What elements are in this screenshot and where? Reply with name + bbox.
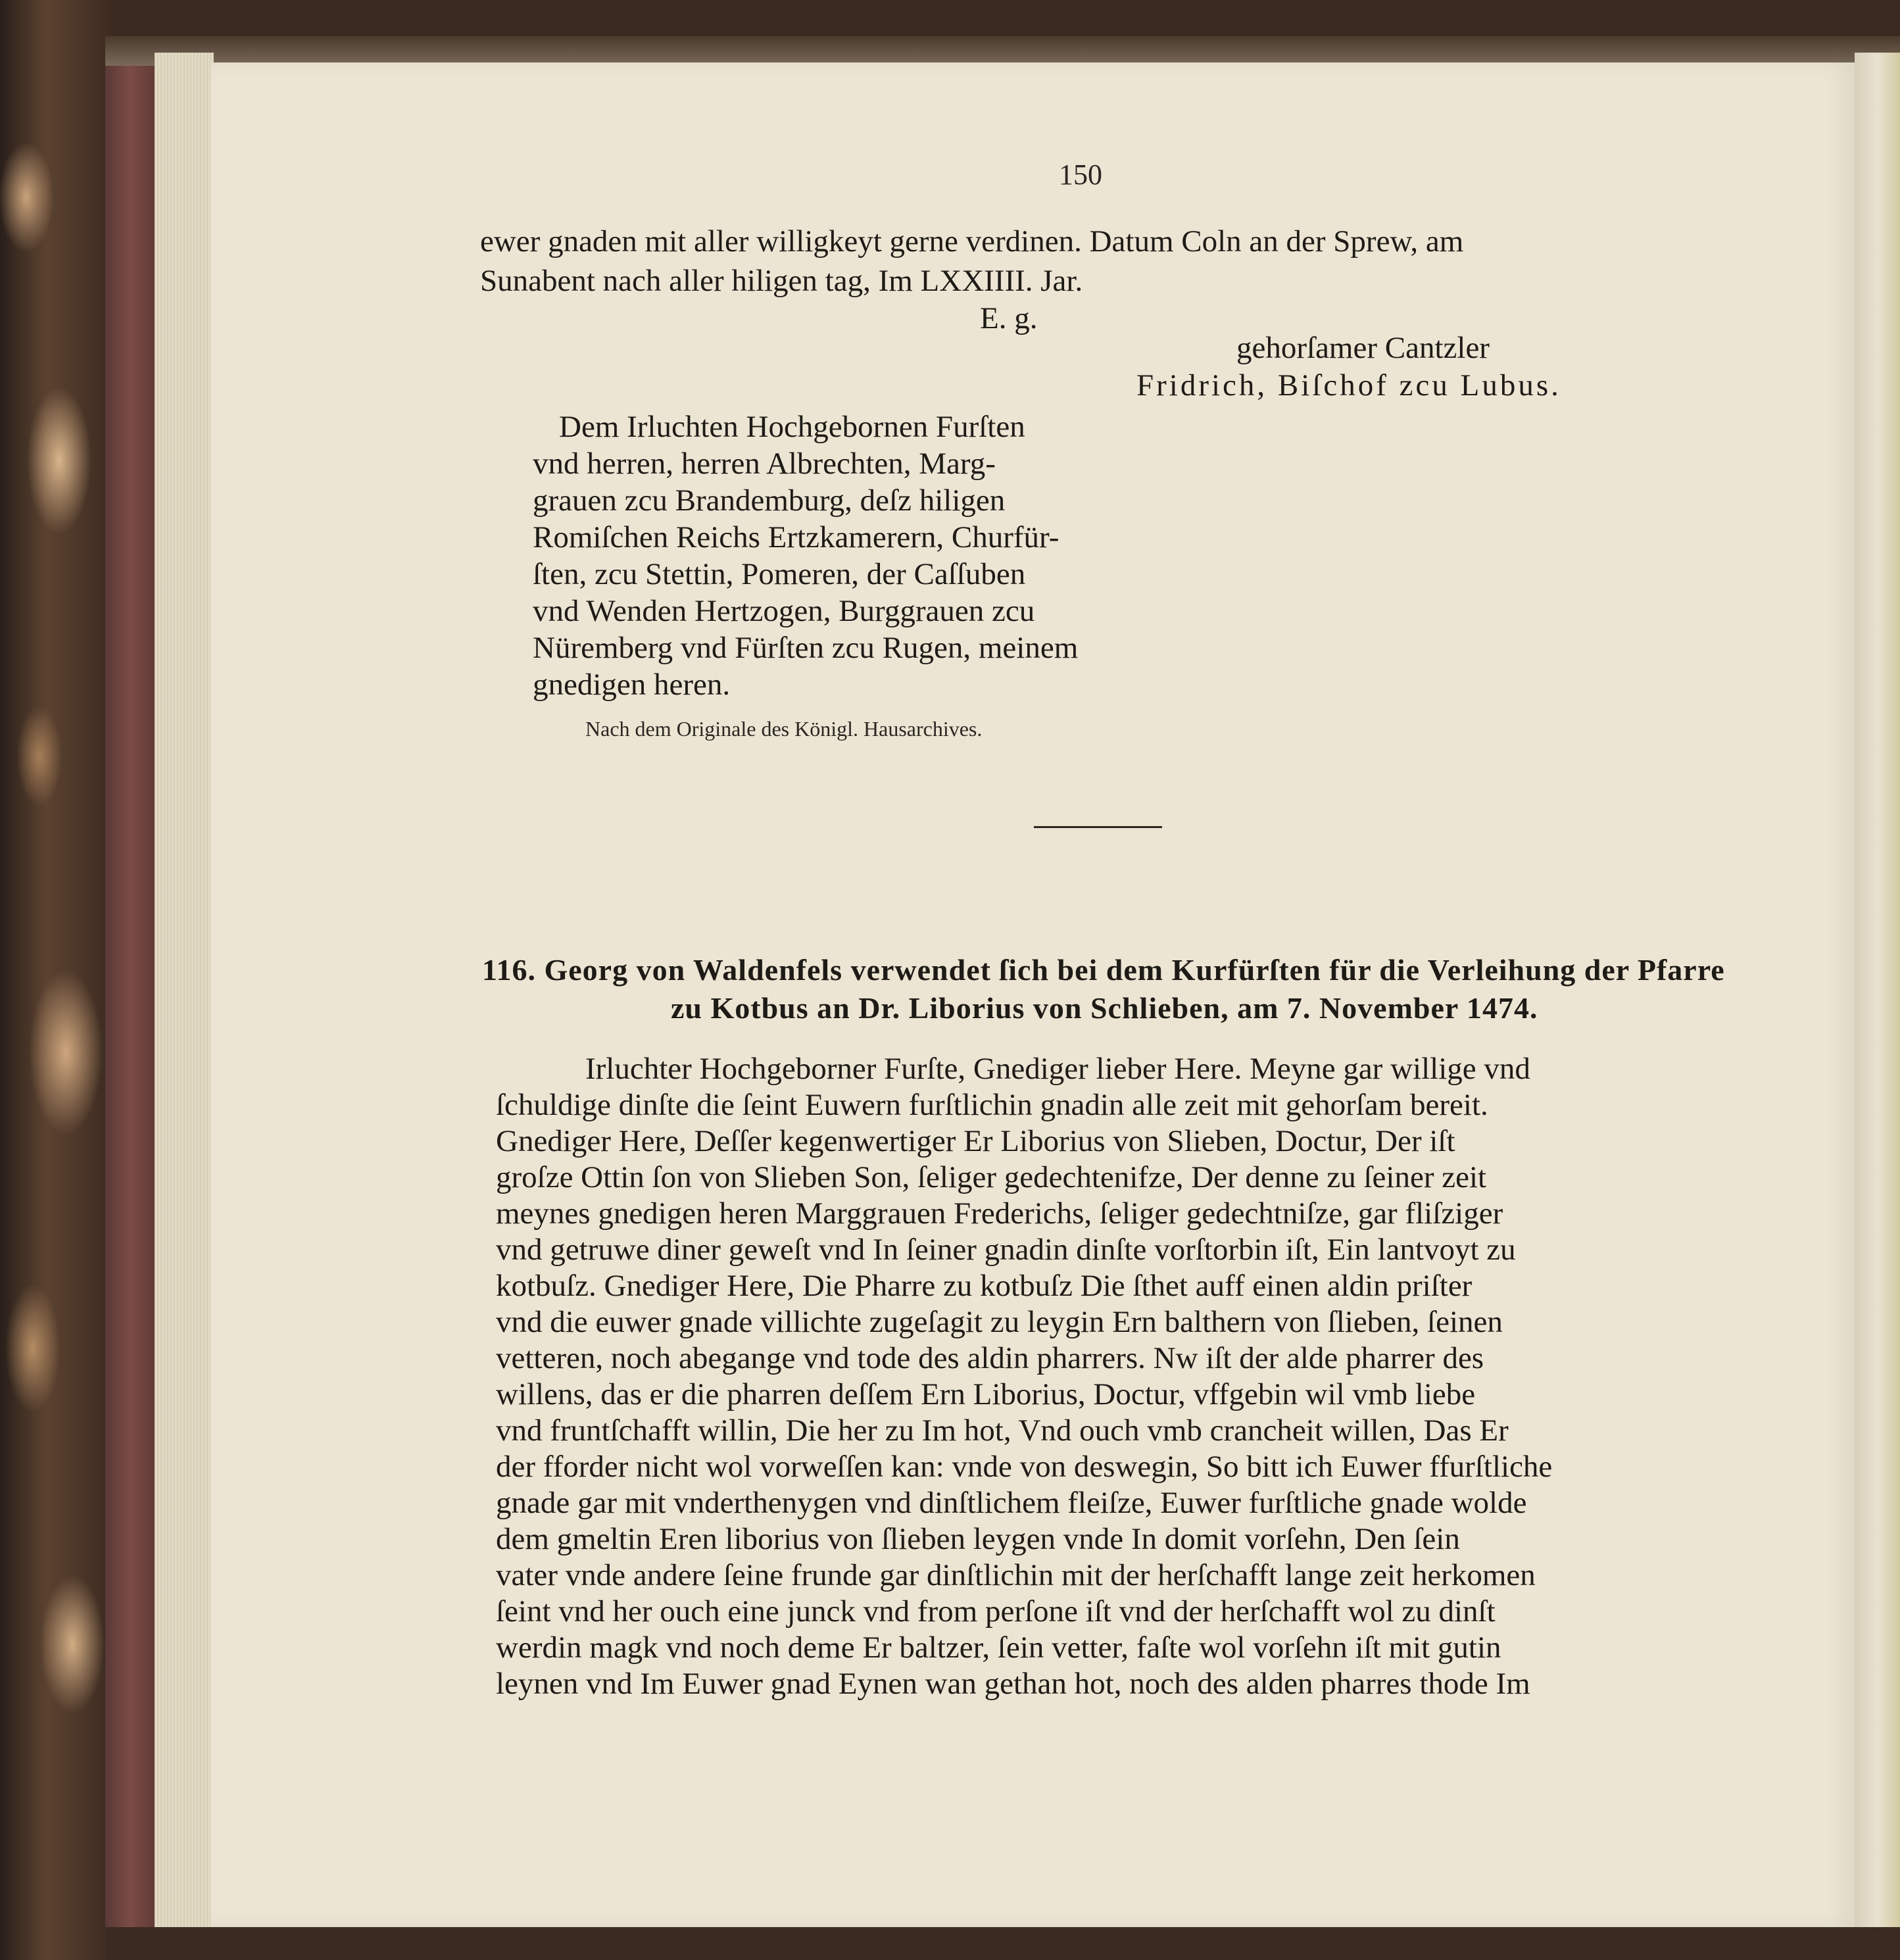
closing-abbrev: E. g. — [980, 301, 1038, 335]
address-line: vnd Wenden Hertzogen, Burggrauen zcu — [533, 594, 1035, 628]
address-line: Romiſchen Reichs Ertzkamerern, Churfür- — [533, 520, 1060, 554]
body-line: Irluchter Hochgeborner Furſte, Gnediger lieber Here. Meyne gar willige vnd — [585, 1052, 1530, 1086]
body-line: dem gmeltin Eren liborius von ſlieben leygen vnde In domit vorſehn, Den ſein — [496, 1522, 1460, 1556]
body-line: ſchuldige dinſte die ſeint Euwern furſtlichin gnadin alle zeit mit gehorſam bereit. — [496, 1088, 1488, 1122]
section-divider — [1034, 826, 1162, 828]
source-note: Nach dem Originale des Königl. Hausarchives. — [585, 717, 983, 741]
signature-line: Fridrich, Biſchof zcu Lubus. — [1136, 368, 1561, 403]
address-line: Dem Irluchten Hochgebornen Furſten — [559, 410, 1025, 444]
body-line: meynes gnedigen heren Marggrauen Frederichs, ſeliger gedechtniſze, gar fliſziger — [496, 1196, 1503, 1231]
address-line: Nüremberg vnd Fürſten zcu Rugen, meinem — [533, 631, 1079, 665]
body-line: gnade gar mit vnderthenygen vnd dinſtlichem fleiſze, Euwer furſtliche gnade wolde — [496, 1486, 1527, 1520]
body-line: der fforder nicht wol vorweſſen kan: vnde von deswegin, So bitt ich Euwer ffurſtliche — [496, 1450, 1553, 1484]
opening-line: ewer gnaden mit aller willigkeyt gerne verdinen. Datum Coln an der Sprew, am — [480, 224, 1464, 258]
body-line: groſze Ottin ſon von Slieben Son, ſeliger gedechtenifze, Der denne zu ſeiner zeit — [496, 1160, 1487, 1194]
body-line: kotbuſz. Gnediger Here, Die Pharre zu kotbuſz Die ſthet auff einen aldin priſter — [496, 1269, 1473, 1303]
body-line: Gnediger Here, Deſſer kegenwertiger Er Liborius von Slieben, Doctur, Der iſt — [496, 1124, 1455, 1158]
page-stack-edge — [155, 53, 214, 1927]
signature-line: gehorſamer Cantzler — [1236, 331, 1490, 365]
body-line: vetteren, noch abegange vnd tode des aldin pharrers. Nw iſt der alde pharrer des — [496, 1341, 1484, 1375]
book-top-edge — [105, 36, 1900, 66]
document-heading: zu Kotbus an Dr. Liborius von Schlieben, am 7. November 1474. — [671, 991, 1538, 1025]
body-line: vnd getruwe diner geweſt vnd In ſeiner gnadin dinſte vorſtorbin iſt, Ein lantvoyt zu — [496, 1233, 1516, 1267]
document-heading: 116. Georg von Waldenfels verwendet ſich bei dem Kurfürſten für die Verleihung der Pfarre — [482, 953, 1725, 987]
page-number: 150 — [1059, 159, 1102, 191]
address-line: gnedigen heren. — [533, 668, 731, 702]
body-line: vnd fruntſchafft willin, Die her zu Im hot, Vnd ouch vmb crancheit willen, Das Er — [496, 1413, 1509, 1448]
body-line: werdin magk vnd noch deme Er baltzer, ſein vetter, faſte wol vorſehn iſt mit gutin — [496, 1630, 1501, 1665]
body-line: leynen vnd Im Euwer gnad Eynen wan gethan hot, noch des alden pharres thode Im — [496, 1667, 1530, 1701]
body-line: vnd die euwer gnade villichte zugeſagit zu leygin Ern balthern von ſlieben, ſeinen — [496, 1305, 1503, 1339]
address-line: ſten, zcu Stettin, Pomeren, der Caſſuben — [533, 557, 1026, 591]
opening-line: Sunabent nach aller hiligen tag, Im LXXIIII. Jar. — [480, 264, 1083, 298]
body-line: vater vnde andere ſeine frunde gar dinſtlichin mit der herſchafft lange zeit herkomen — [496, 1558, 1536, 1592]
body-line: ſeint vnd her ouch eine junck vnd from perſone iſt vnd der herſchafft wol zu dinſt — [496, 1594, 1496, 1629]
book-cover-marbled — [0, 0, 115, 1960]
body-line: willens, das er die pharren deſſem Ern Liborius, Doctur, vffgebin wil vmb liebe — [496, 1377, 1476, 1411]
address-line: grauen zcu Brandemburg, deſz hiligen — [533, 483, 1006, 518]
right-page-edge — [1855, 53, 1900, 1927]
book-bottom-edge — [105, 1927, 1900, 1960]
address-line: vnd herren, herren Albrechten, Marg- — [533, 447, 996, 481]
